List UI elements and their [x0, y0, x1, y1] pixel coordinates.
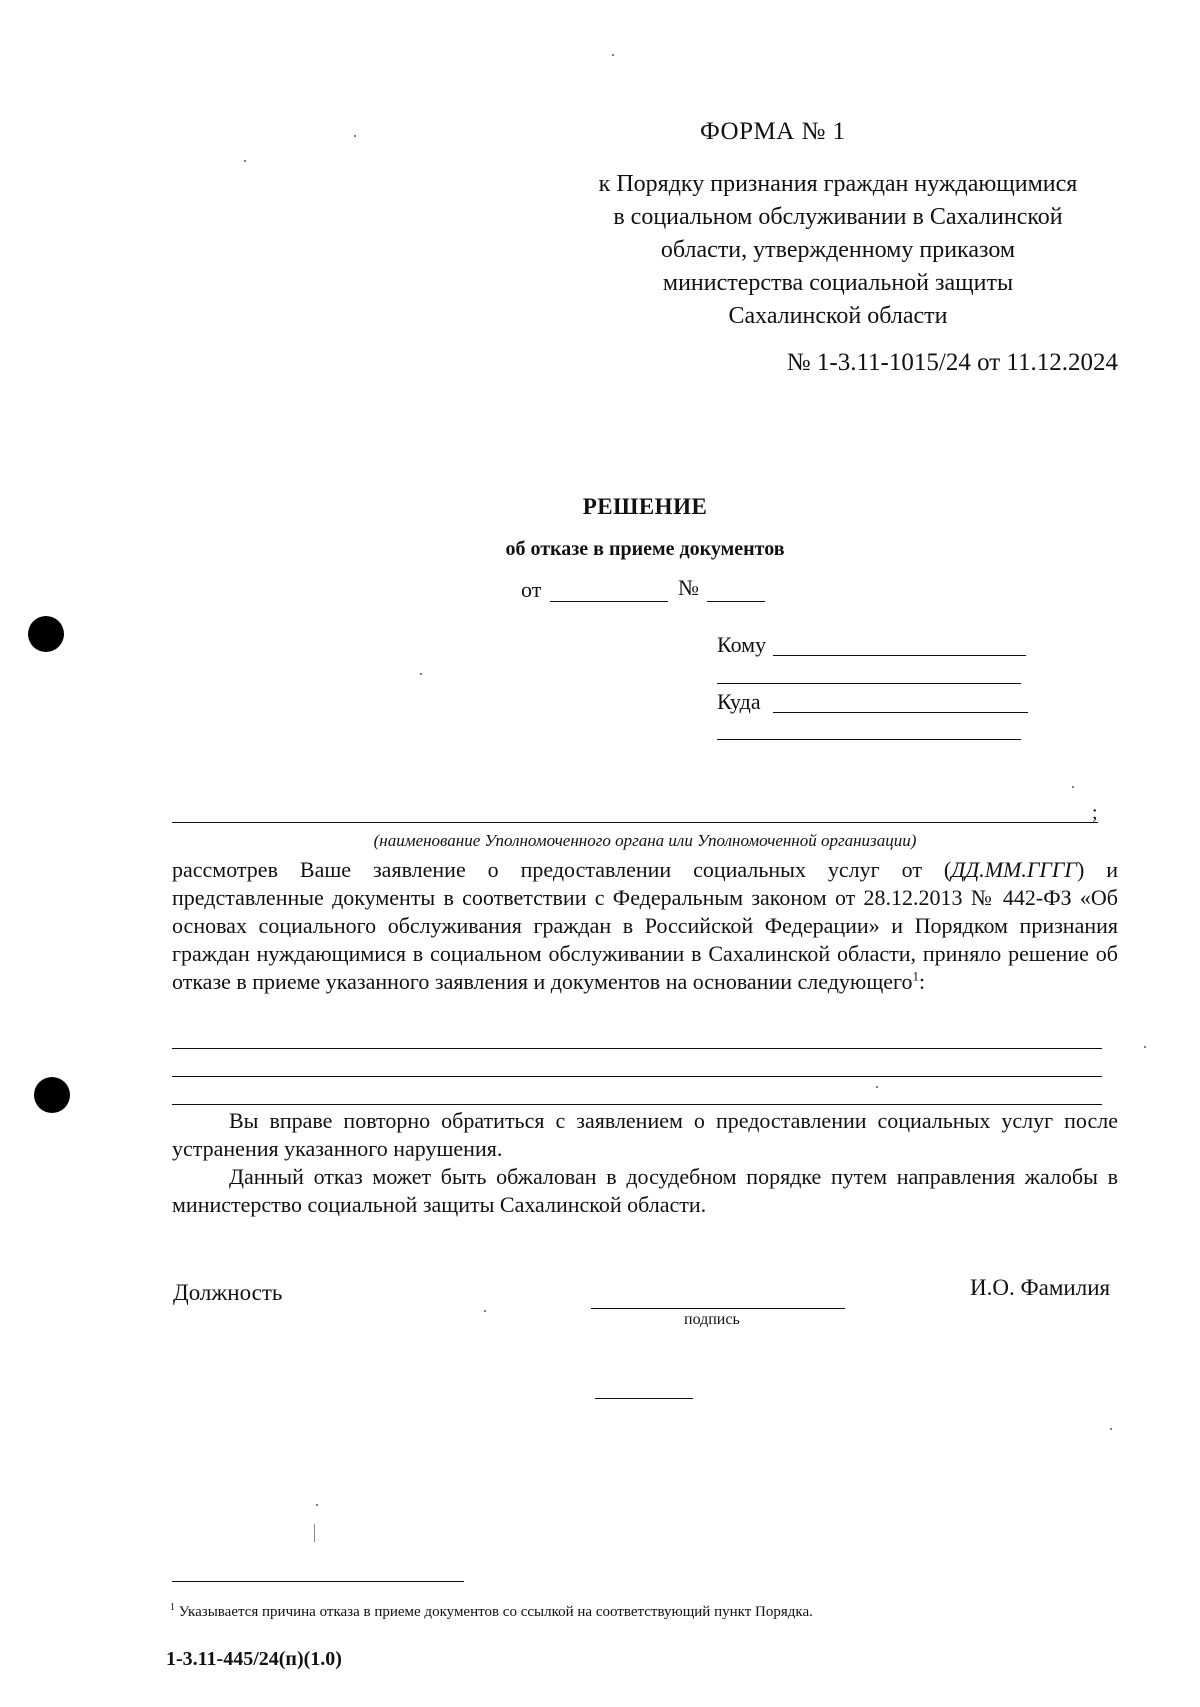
paragraph-appeal — [172, 1163, 1118, 1219]
footnote-mark: 1 — [170, 1602, 175, 1613]
reason-blank-1[interactable] — [172, 1048, 1102, 1049]
decision-body: рассмотрев Ваше заявление о предоставлении социальных услуг от (ДД.ММ.ГГГГ) и представленные документы в соответствии с Федеральным законом от 28.12.2013 № 442-ФЗ «Об основах социального обслуживания граждан в Российской Федерации» и Порядком признания граждан нуждающимися в социальном обслуживании в Сахалинской области, приняло решение об отказе в приеме указанного заявления и документов на основании следующего$^1$: — [172, 857, 1118, 994]
footnote-text: Указывается причина отказа в приеме документов со ссылкой на соответствующий пункт Порядка. — [178, 1604, 813, 1620]
date-label: от — [521, 577, 542, 602]
scan-speck — [244, 160, 246, 162]
organ-line-end-mark: ; — [1092, 802, 1098, 824]
position-label: Должность — [173, 1280, 283, 1305]
main-text-part-2: и представленные документы в соответствии с Федеральным законом от 28.12.2013 № 442-ФЗ «Об основах социального обслуживания граждан в Российской Федерации» и Порядком признания граждан нуждающимися в социальном обслуживании в Сахалинской области, приняло решение об отказе в приеме указанного заявления и документов на основании следующего — [172, 857, 1118, 994]
extra-blank[interactable] — [595, 1398, 693, 1399]
footnote — [170, 1602, 813, 1621]
paragraph-reapply-text: Вы вправе повторно обратиться с заявлением о предоставлении социальных услуг после устранения указанного нарушения. — [172, 1108, 1118, 1161]
recipient-where-blank-2[interactable] — [717, 739, 1021, 740]
order-reference: № 1-3.11-1015/24 от 11.12.2024 — [786, 349, 1118, 376]
scan-mark — [314, 1524, 315, 1542]
binder-hole-bottom — [34, 1077, 70, 1113]
appendix-line: к Порядку признания граждан нуждающимися — [598, 171, 1078, 197]
scan-speck — [354, 135, 356, 137]
decision-subtitle: об отказе в приеме документов — [505, 538, 785, 560]
scan-speck — [316, 1504, 318, 1506]
recipient-where-label: Куда — [717, 689, 761, 714]
paragraph-appeal-text: Данный отказ может быть обжалован в досудебном порядке путем направления жалобы в министерство социальной защиты Сахалинской области. — [172, 1164, 1118, 1217]
appendix-line: области, утвержденному приказом — [660, 237, 1016, 263]
scan-speck — [1144, 1046, 1146, 1048]
scan-speck — [876, 1086, 878, 1088]
organ-name-blank[interactable] — [172, 822, 1098, 823]
form-title: ФОРМА № 1 — [700, 118, 846, 145]
number-blank[interactable] — [707, 601, 765, 602]
number-label: № — [678, 575, 699, 600]
binder-hole-top — [28, 616, 64, 652]
organ-name-caption: (наименование Уполномоченного органа или Уполномоченной организации) — [373, 831, 917, 850]
recipient-to-blank-2[interactable] — [717, 683, 1021, 684]
appendix-reference — [540, 168, 1136, 333]
signature-blank[interactable] — [591, 1308, 845, 1309]
footnote-reference: 1 — [912, 968, 920, 984]
document-code: 1-3.11-445/24(п)(1.0) — [166, 1648, 342, 1670]
scan-speck — [612, 54, 614, 56]
appendix-line: в социальном обслуживании в Сахалинской — [613, 204, 1063, 230]
reason-blank-2[interactable] — [172, 1076, 1102, 1077]
appendix-line: министерства социальной защиты — [662, 270, 1014, 296]
main-text-colon: : — [919, 969, 926, 994]
decision-title: РЕШЕНИЕ — [582, 494, 708, 519]
application-date-placeholder: ДД.ММ.ГГГГ — [951, 857, 1077, 882]
scan-speck — [1072, 786, 1074, 788]
date-blank[interactable] — [550, 601, 668, 602]
main-text-part-1: рассмотрев Ваше заявление о предоставлении социальных услуг от — [172, 857, 944, 882]
recipient-where-blank[interactable] — [773, 712, 1028, 713]
footnote-separator — [172, 1581, 464, 1582]
appendix-line: Сахалинской области — [728, 303, 948, 329]
recipient-to-blank[interactable] — [773, 655, 1026, 656]
name-label: И.О. Фамилия — [970, 1275, 1111, 1300]
recipient-to-label: Кому — [717, 632, 767, 657]
paragraph-reapply — [172, 1107, 1118, 1163]
scan-speck — [420, 673, 422, 675]
scan-speck — [484, 1310, 486, 1312]
scan-speck — [1110, 1428, 1112, 1430]
signature-caption: подпись — [684, 1311, 740, 1328]
reason-blank-3[interactable] — [172, 1104, 1102, 1105]
